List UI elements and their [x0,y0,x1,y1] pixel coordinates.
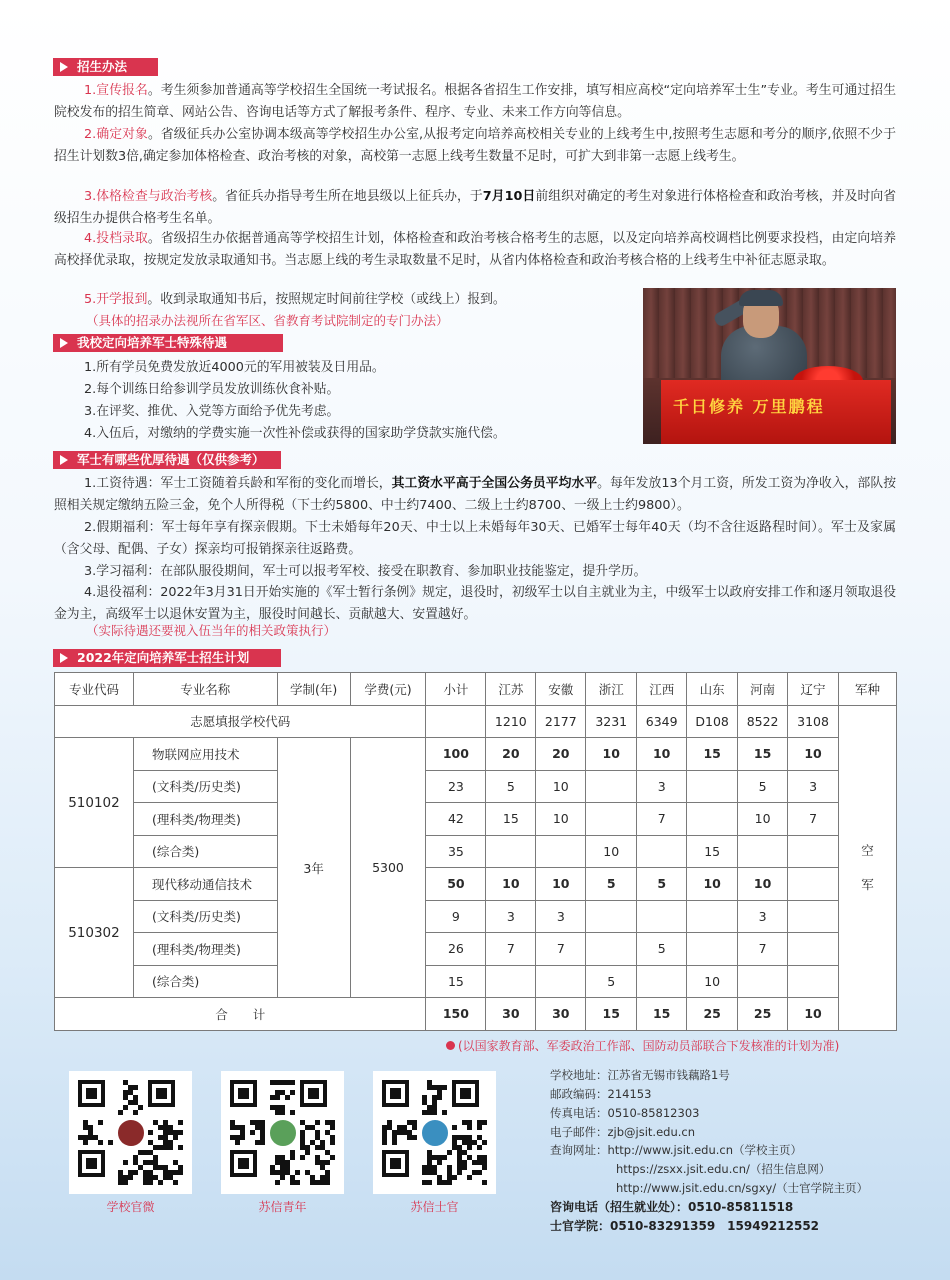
qr-finder-icon [452,1080,479,1107]
contact-email[interactable]: 电子邮件：zjb@jsit.edu.cn [550,1125,696,1139]
contact-sergeant-college: 士官学院：0510-83291359 15949212552 [550,1219,820,1233]
podium-banner: 千日修养 万里鹏程 [661,380,891,444]
red-dot-icon [446,1041,455,1050]
contact-web-enroll[interactable]: https://zsxx.jsit.edu.cn/（招生信息网） [616,1162,831,1176]
treatment-note: （实际待遇还要视入伍当年的相关政策执行） [86,623,337,638]
arrow-icon [60,455,68,465]
contact-postcode: 邮政编码：214153 [550,1087,652,1101]
qr-finder-icon [300,1080,327,1107]
qr-finder-icon [148,1080,175,1107]
treatment-holiday: 2.假期福利：军士每年享有探亲假期。下士未婚每年20天、中士以上未婚每年30天、已婚军士每年40天（均不含往返路程时间）。军士及家属（含父母、配偶、子女）探亲均可报销探亲往返路费。 [54,520,896,557]
table-row: (文科类/历史类) 23 5 10 3 5 3 [55,770,897,803]
table-row-sum: 合 计 150 30 30 15 15 25 25 10 [55,998,897,1031]
qr-code-school-wechat[interactable] [69,1071,192,1194]
saluting-soldier-photo [643,288,896,444]
qr-code-icon [78,1080,183,1185]
enrollment-plan-table [54,672,897,1031]
sergeant-logo-icon [420,1118,450,1148]
qr-code-icon [382,1080,487,1185]
qr-code-icon [230,1080,335,1185]
qr-finder-icon [230,1080,257,1107]
table-row: (综合类) 35 10 15 [55,835,897,868]
treatment-study: 3.学习福利：在部队服役期间，军士可以报考军校、接受在职教育、参加职业技能鉴定，提升学历。 [84,564,647,579]
qr-label: 苏信士官 [410,1200,459,1214]
youth-logo-icon [268,1118,298,1148]
table-row: (理科类/物理类) 42 15 10 7 10 7 [55,803,897,836]
contact-phone: 咨询电话（招生就业处）：0510-85811518 [550,1200,794,1214]
section-plan: 2022年定向培养军士招生计划 [53,649,281,667]
table-row: 510102 物联网应用技术 3年 5300 100 20 20 10 10 15 15 10 [55,738,897,771]
treatment-retire: 4.退役福利：2022年3月31日开始实施的《军士暂行条例》规定，退役时，初级军士以自主就业为主，中级军士以政府安排工作和逐月领取退役金为主，高级军士以退休安置为主，服役时间越长、贡献越大、安置越好。 [54,585,896,622]
section-treatment: 军士有哪些优厚待遇（仅供参考） [53,451,281,469]
qr-finder-icon [78,1150,105,1177]
table-row-school-code: 志愿填报学校代码 1210 2177 3231 6349 D108 8522 3108 空 军 [55,705,897,738]
benefit-item: 4.入伍后，对缴纳的学费实施一次性补偿或获得的国家助学贷款实施代偿。 [84,426,506,441]
enroll-paragraph-4: 4.投档录取。省级招生办依据普通高等学校招生计划，体格检查和政治考核合格考生的志愿，以及定向培养高校调档比例要求投档，由定向培养高校择优录取，按规定发放录取通知书。当志愿上线的考生录取数量不足时，从省内体格检查和政治考核合格的上线考生中补征志愿录取。 [54,231,897,268]
qr-label: 苏信青年 [258,1200,307,1214]
contact-fax: 传真电话：0510-85812303 [550,1106,700,1120]
section-enroll-method: 招生办法 [53,58,158,76]
table-row: (理科类/物理类) 26 7 7 5 7 [55,933,897,966]
qr-finder-icon [382,1080,409,1107]
table-header-row: 专业代码 专业名称 学制(年) 学费(元) 小计 江苏 安徽 浙江 江西 山东 河南 辽宁 军种 [55,673,897,706]
benefit-item: 3.在评奖、推优、入党等方面给予优先考虑。 [84,404,340,419]
enroll-paragraph-5: 5.开学报到。收到录取通知书后，按照规定时间前往学校（或线上）报到。 [84,292,506,307]
branch-cell: 空 军 [839,705,897,1030]
plan-footnote: (以国家教育部、军委政治工作部、国防动员部联合下发核准的计划为准) [446,1037,839,1054]
arrow-icon [60,653,68,663]
enroll-paragraph-3: 3.体格检查与政治考核。省征兵办指导考生所在地县级以上征兵办，于7月10日前组织对确定的考生对象进行体格检查和政治考核，并及时向省级招生办提供合格考生名单。 [54,189,897,226]
qr-code-sergeant[interactable] [373,1071,496,1194]
arrow-icon [60,338,68,348]
school-seal-icon [116,1118,146,1148]
benefit-item: 2.每个训练日给参训学员发放训练伙食补贴。 [84,382,340,397]
table-row: (文科类/历史类) 9 3 3 3 [55,900,897,933]
table-row: (综合类) 15 5 10 [55,965,897,998]
enroll-paragraph-2: 2.确定对象。省级征兵办公室协调本级高等学校招生办公室,从报考定向培养高校相关专业的上线考生中,按照考生志愿和考分的顺序,依照不少于招生计划数3倍,确定参加体格检查、政治考核的对象，高校第一志愿上线考生数量不足时，可扩大到非第一志愿上线考生。 [54,127,896,164]
contact-address: 学校地址：江苏省无锡市钱藕路1号 [550,1068,730,1082]
section-special-benefits: 我校定向培养军士特殊待遇 [53,334,283,352]
enroll-note: （具体的招录办法视所在省军区、省教育考试院制定的专门办法） [86,313,449,328]
qr-finder-icon [230,1150,257,1177]
treatment-salary: 1.工资待遇：军士工资随着兵龄和军衔的变化而增长，其工资水平高于全国公务员平均水平。每年发放13个月工资，所发工资为净收入，部队按照相关规定缴纳五险三金，免个人所得税（下士约5800、中士约7400、二级上士约8700、一级上士约9800）。 [54,476,896,513]
arrow-icon [60,62,68,72]
table-row: 510302 现代移动通信技术 50 10 10 5 5 10 10 [55,868,897,901]
qr-label: 学校官微 [106,1200,155,1214]
contact-web-sergeant[interactable]: http://www.jsit.edu.cn/sgxy/（士官学院主页） [616,1181,869,1195]
qr-finder-icon [382,1150,409,1177]
benefit-item: 1.所有学员免费发放近4000元的军用被装及日用品。 [84,360,385,375]
qr-finder-icon [78,1080,105,1107]
qr-code-youth[interactable] [221,1071,344,1194]
contact-web-main[interactable]: 查询网址：http://www.jsit.edu.cn（学校主页） [550,1143,803,1157]
enroll-paragraph-1: 1.宣传报名。考生须参加普通高等学校招生全国统一考试报名。根据各省招生工作安排，填写相应高校“定向培养军士生”专业。考生可通过招生院校发布的招生简章、网站公告、咨询电话等方式了解报考条件、程序、专业、未来工作方向等信息。 [54,83,896,120]
